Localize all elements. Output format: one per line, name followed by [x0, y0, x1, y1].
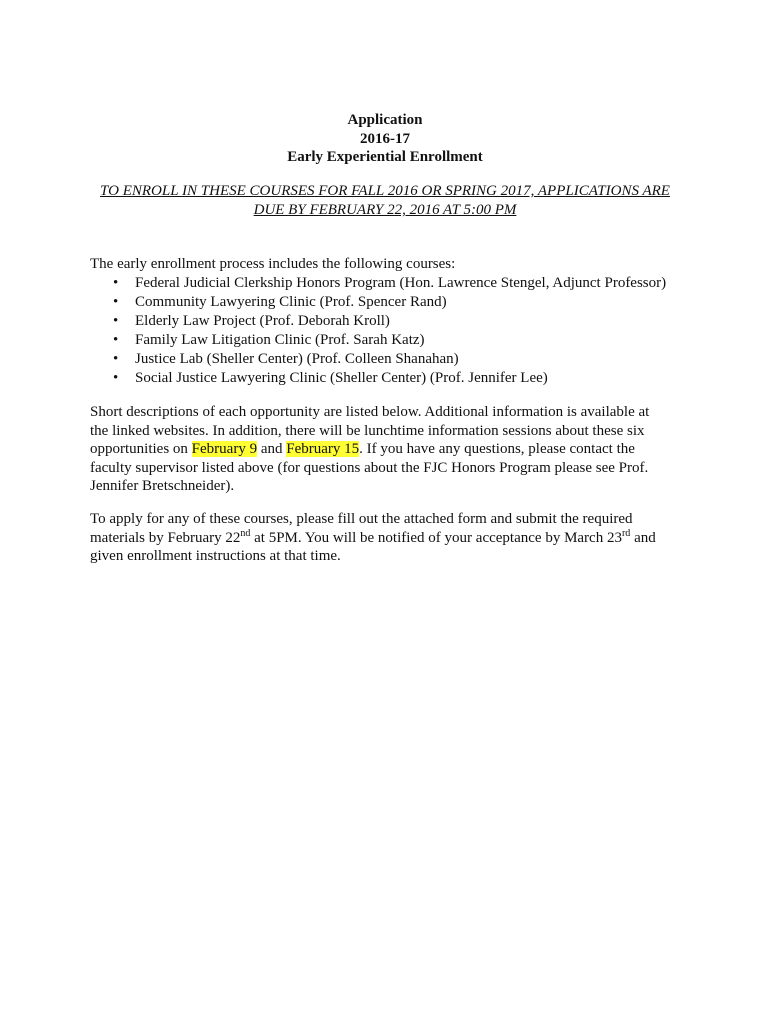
- course-name: Elderly Law Project (Prof. Deborah Kroll): [135, 313, 390, 329]
- document-title: [0, 111, 770, 167]
- bullet-icon: •: [113, 275, 119, 291]
- paragraph-line: given enrollment instructions at that time.: [90, 548, 341, 564]
- highlighted-date: February 15: [286, 441, 360, 457]
- course-list: [108, 274, 708, 388]
- deadline-notice: [90, 182, 680, 220]
- bullet-icon: •: [113, 313, 119, 329]
- list-item: [108, 331, 708, 350]
- text-run: and: [630, 529, 656, 546]
- paragraph-line: To apply for any of these courses, please fill out the attached form and submit the required: [90, 511, 633, 527]
- highlighted-date: February 9: [191, 441, 258, 457]
- list-item: [108, 369, 708, 388]
- title-program: Early Experiential Enrollment: [287, 149, 483, 165]
- paragraph-line: Jennifer Bretschneider).: [90, 478, 235, 494]
- course-name: Family Law Litigation Clinic (Prof. Sarah Katz): [135, 332, 425, 348]
- text-run: . If you have any questions, please contact the: [359, 441, 635, 457]
- text-run: opportunities on: [90, 441, 192, 457]
- deadline-notice-line1: TO ENROLL IN THESE COURSES FOR FALL 2016 OR SPRING 2017, APPLICATIONS ARE: [100, 183, 670, 199]
- text-run: at 5PM. You will be notified of your acceptance by March 23: [250, 529, 622, 546]
- course-name: Federal Judicial Clerkship Honors Program (Hon. Lawrence Stengel, Adjunct Professor): [135, 275, 667, 291]
- intro-text: The early enrollment process includes the following courses:: [90, 256, 456, 272]
- paragraph-line: [90, 529, 680, 548]
- paragraph-line: the linked websites. In addition, there will be lunchtime information sessions about these six: [90, 422, 645, 439]
- paragraph-line: faculty supervisor listed above (for questions about the FJC Honors Program please see Prof.: [90, 459, 649, 476]
- bullet-icon: •: [113, 332, 119, 348]
- descriptions-paragraph: [90, 403, 680, 496]
- text-run: and: [257, 441, 287, 457]
- text-run: materials by February 22: [90, 529, 241, 546]
- list-item: [108, 293, 708, 312]
- list-item: [108, 350, 708, 369]
- title-year: 2016-17: [360, 130, 410, 147]
- paragraph-line: [90, 440, 680, 459]
- course-name: Social Justice Lawyering Clinic (Sheller Center) (Prof. Jennifer Lee): [135, 370, 548, 386]
- ordinal-suffix: nd: [240, 527, 251, 539]
- deadline-notice-line2: DUE BY FEBRUARY 22, 2016 AT 5:00 PM: [253, 202, 517, 218]
- title-application: Application: [347, 112, 423, 128]
- course-name: Justice Lab (Sheller Center) (Prof. Colleen Shanahan): [135, 351, 459, 367]
- course-name: Community Lawyering Clinic (Prof. Spencer Rand): [135, 294, 447, 310]
- bullet-icon: •: [113, 351, 119, 367]
- bullet-icon: •: [113, 294, 119, 310]
- apply-instructions-paragraph: [90, 510, 680, 566]
- list-item: [108, 274, 708, 293]
- bullet-icon: •: [113, 370, 119, 386]
- ordinal-suffix: rd: [621, 527, 631, 539]
- paragraph-line: Short descriptions of each opportunity are listed below. Additional information is available at: [90, 404, 650, 420]
- list-item: [108, 312, 708, 331]
